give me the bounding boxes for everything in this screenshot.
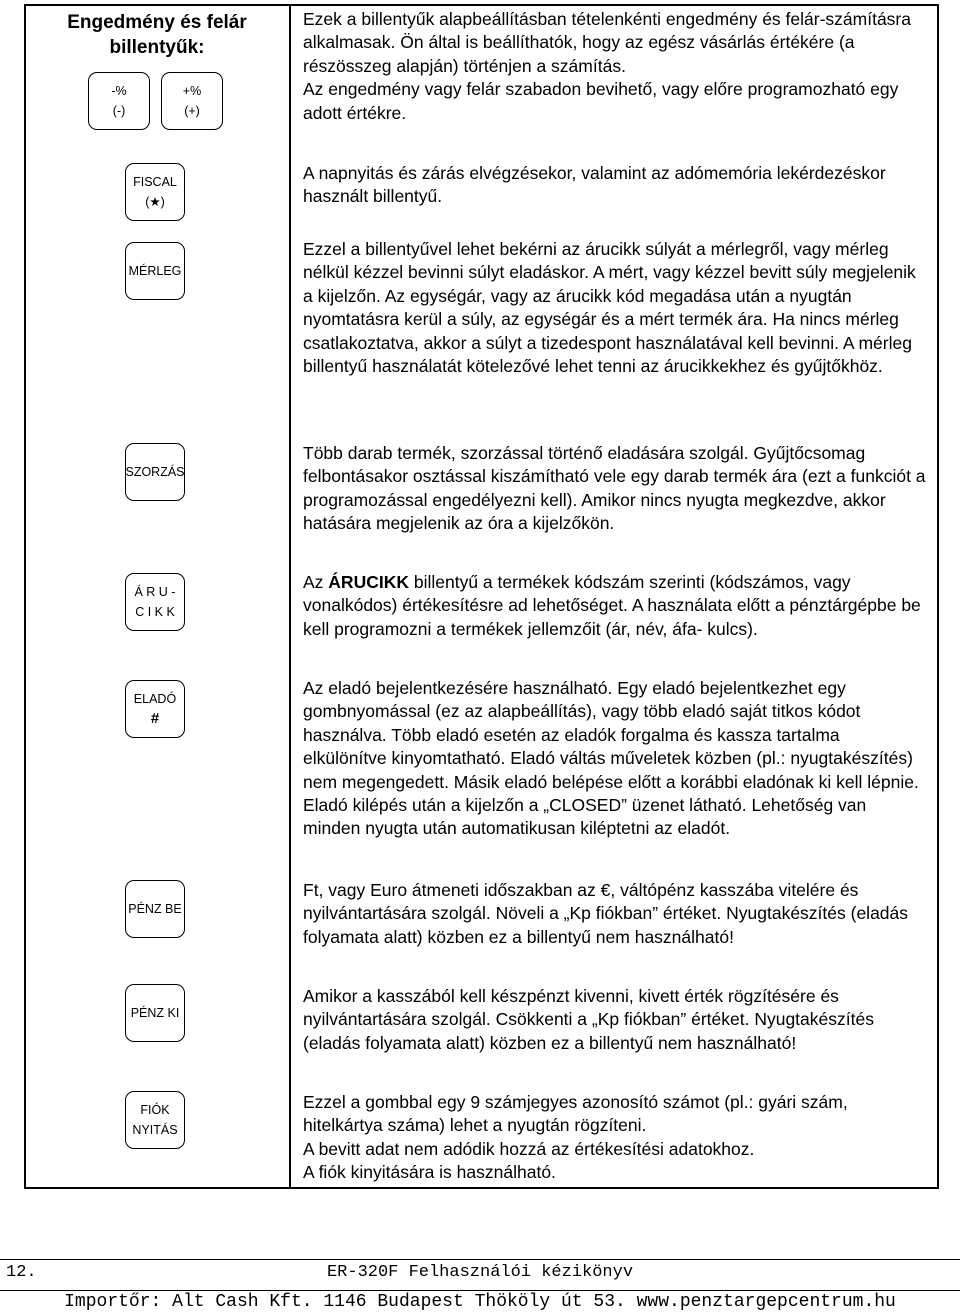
key-label: PÉNZ KI: [130, 1006, 180, 1020]
paragraph: A napnyitás és zárás elvégzésekor, valamint az adómemória lekérdezéskor használt billentyű.: [303, 163, 886, 207]
importer-line: Importőr: Alt Cash Kft. 1146 Budapest Thököly út 53. www.penztargepcentrum.hu: [64, 1292, 896, 1312]
fiscal-description: [303, 162, 928, 209]
paragraph: Amikor a kasszából kell készpénzt kivenni, kivett érték rögzítésére és nyilvántartására szolgál. Csökkenti a „Kp fiókban” értéket. Nyugtakészítés (eladás folyamata alatt) közben ez a billentyű nem használható!: [303, 986, 874, 1053]
key-label: FIÓK: [140, 1103, 170, 1117]
plus-percent-key: [161, 72, 223, 130]
section-title: Engedmény és felár billentyűk:: [67, 12, 247, 58]
footer-rule: [0, 1290, 960, 1291]
minus-percent-key: [88, 72, 150, 130]
key-label: +%: [182, 84, 202, 98]
key-label: NYITÁS: [132, 1123, 178, 1137]
key-label: C I K K: [135, 605, 175, 619]
key-label: Á R U -: [134, 585, 176, 599]
key-label: FISCAL: [133, 175, 177, 189]
text: billentyű a termékek kódszám szerinti (kódszámos, vagy vonalkódos) értékesítésre ad lehetőséget. A használata előtt a pénztárgépbe be kell programozni a termékek jellemzőit (ár, név, áfa- kulcs).: [303, 572, 921, 639]
paragraph: A bevitt adat nem adódik hozzá az értékesítési adatokhoz.: [303, 1138, 755, 1159]
hash-icon: #: [150, 710, 160, 727]
paragraph: Több darab termék, szorzással történő eladására szolgál. Gyűjtőcsomag felbontásakor osztással kiszámítható vele egy darab termék ára (ezt a funkciót a programozással engedélyezni kell). Amikor nincs nyugta megkezdve, akkor hatására megjelenik az óra a kijelzőkön.: [303, 443, 926, 534]
paragraph: A fiók kinyitására is használható.: [303, 1162, 556, 1183]
paragraph: Az eladó bejelentkezésére használható. Egy eladó bejelentkezhet egy gombnyomással (ez az alapbeállítás), vagy több eladó saját titkos kódot használva. Több eladó esetén az eladók forgalma és kassza tartalma elkülönítve kinyomtatható. Eladó váltás műveletek közben (pl.: nyugtakészítés) nem megengedett. Másik eladó belépése előtt a korábbi eladónak ki kell lépnie. Eladó kilépés után a kijelzőn a „CLOSED” üzenet látható. Lehetőség van minden nyugta után automatikusan kiléptetni az eladót.: [303, 678, 919, 839]
szorzas-key: [125, 443, 185, 501]
paragraph: Az engedmény vagy felár szabadon bevihető, vagy előre programozható egy adott értékre.: [303, 79, 899, 123]
fiscal-key: [125, 163, 185, 221]
penz-ki-key: [125, 984, 185, 1042]
key-label: ELADÓ: [133, 692, 177, 706]
key-label: SZORZÁS: [125, 465, 185, 479]
penz-be-key: [125, 880, 185, 938]
paragraph: Ezzel a gombbal egy 9 számjegyes azonosító számot (pl.: gyári szám, hitelkártya száma) lehet a nyugtán rögzíteni.: [303, 1092, 848, 1136]
key-label: PÉNZ BE: [128, 902, 182, 916]
paragraph: Ft, vagy Euro átmeneti időszakban az €, váltópénz kasszába vitelére és nyilvántartására szolgál. Növeli a „Kp fiókban” értéket. Nyugtakészítés (eladás folyamata alatt) közben ez a billentyű nem használható!: [303, 880, 909, 947]
column-divider: [289, 4, 291, 1189]
merleg-key: [125, 242, 185, 300]
elado-description: [303, 677, 928, 841]
paragraph: [303, 571, 928, 641]
szorzas-description: [303, 442, 928, 536]
footer-rule: [0, 1259, 960, 1260]
paragraph: Ezek a billentyűk alapbeállításban tételenkénti engedmény és felár-számításra alkalmasak. Ön által is beállíthatók, hogy az egész vásárlás értékére (a részösszeg alapján) történjen a számítás.: [303, 9, 911, 76]
penz-be-description: [303, 879, 928, 949]
paragraph: Ezzel a billentyűvel lehet bekérni az árucikk súlyát a mérlegről, vagy mérleg nélkül kézzel bevinni súlyt eladáskor. A mért, vagy kézzel bevitt súly megjelenik a kijelzőn. Az egységár, vagy az árucikk kód megadása után a nyugtán nyomtatásra kerül a súly, az egységár és a mért termék ára. Ha nincs mérleg csatlakoztatva, akkor a súlyt a tizedespont használatával kell bevinni. A mérleg billentyű használatát kötelezővé lehet tenni az árucikkekhez és gyűjtőkhöz.: [303, 239, 916, 377]
fiok-nyitas-description: [303, 1091, 928, 1185]
merleg-description: [303, 238, 928, 378]
key-label: (★): [145, 195, 165, 209]
text: Az: [303, 572, 329, 592]
discount-description: [303, 8, 928, 125]
manual-title: ER-320F Felhasználói kézikönyv: [326, 1263, 634, 1282]
arucikk-key: [125, 573, 185, 631]
key-label: MÉRLEG: [128, 264, 182, 278]
page-number: 12.: [6, 1263, 37, 1282]
fiok-nyitas-key: [125, 1091, 185, 1149]
penz-ki-description: [303, 985, 928, 1055]
arucikk-description: [303, 571, 928, 641]
elado-key: [125, 680, 185, 738]
key-name: ÁRUCIKK: [328, 572, 409, 592]
key-label: (+): [184, 104, 200, 118]
key-label: (-): [112, 104, 126, 118]
key-label: -%: [111, 84, 127, 98]
